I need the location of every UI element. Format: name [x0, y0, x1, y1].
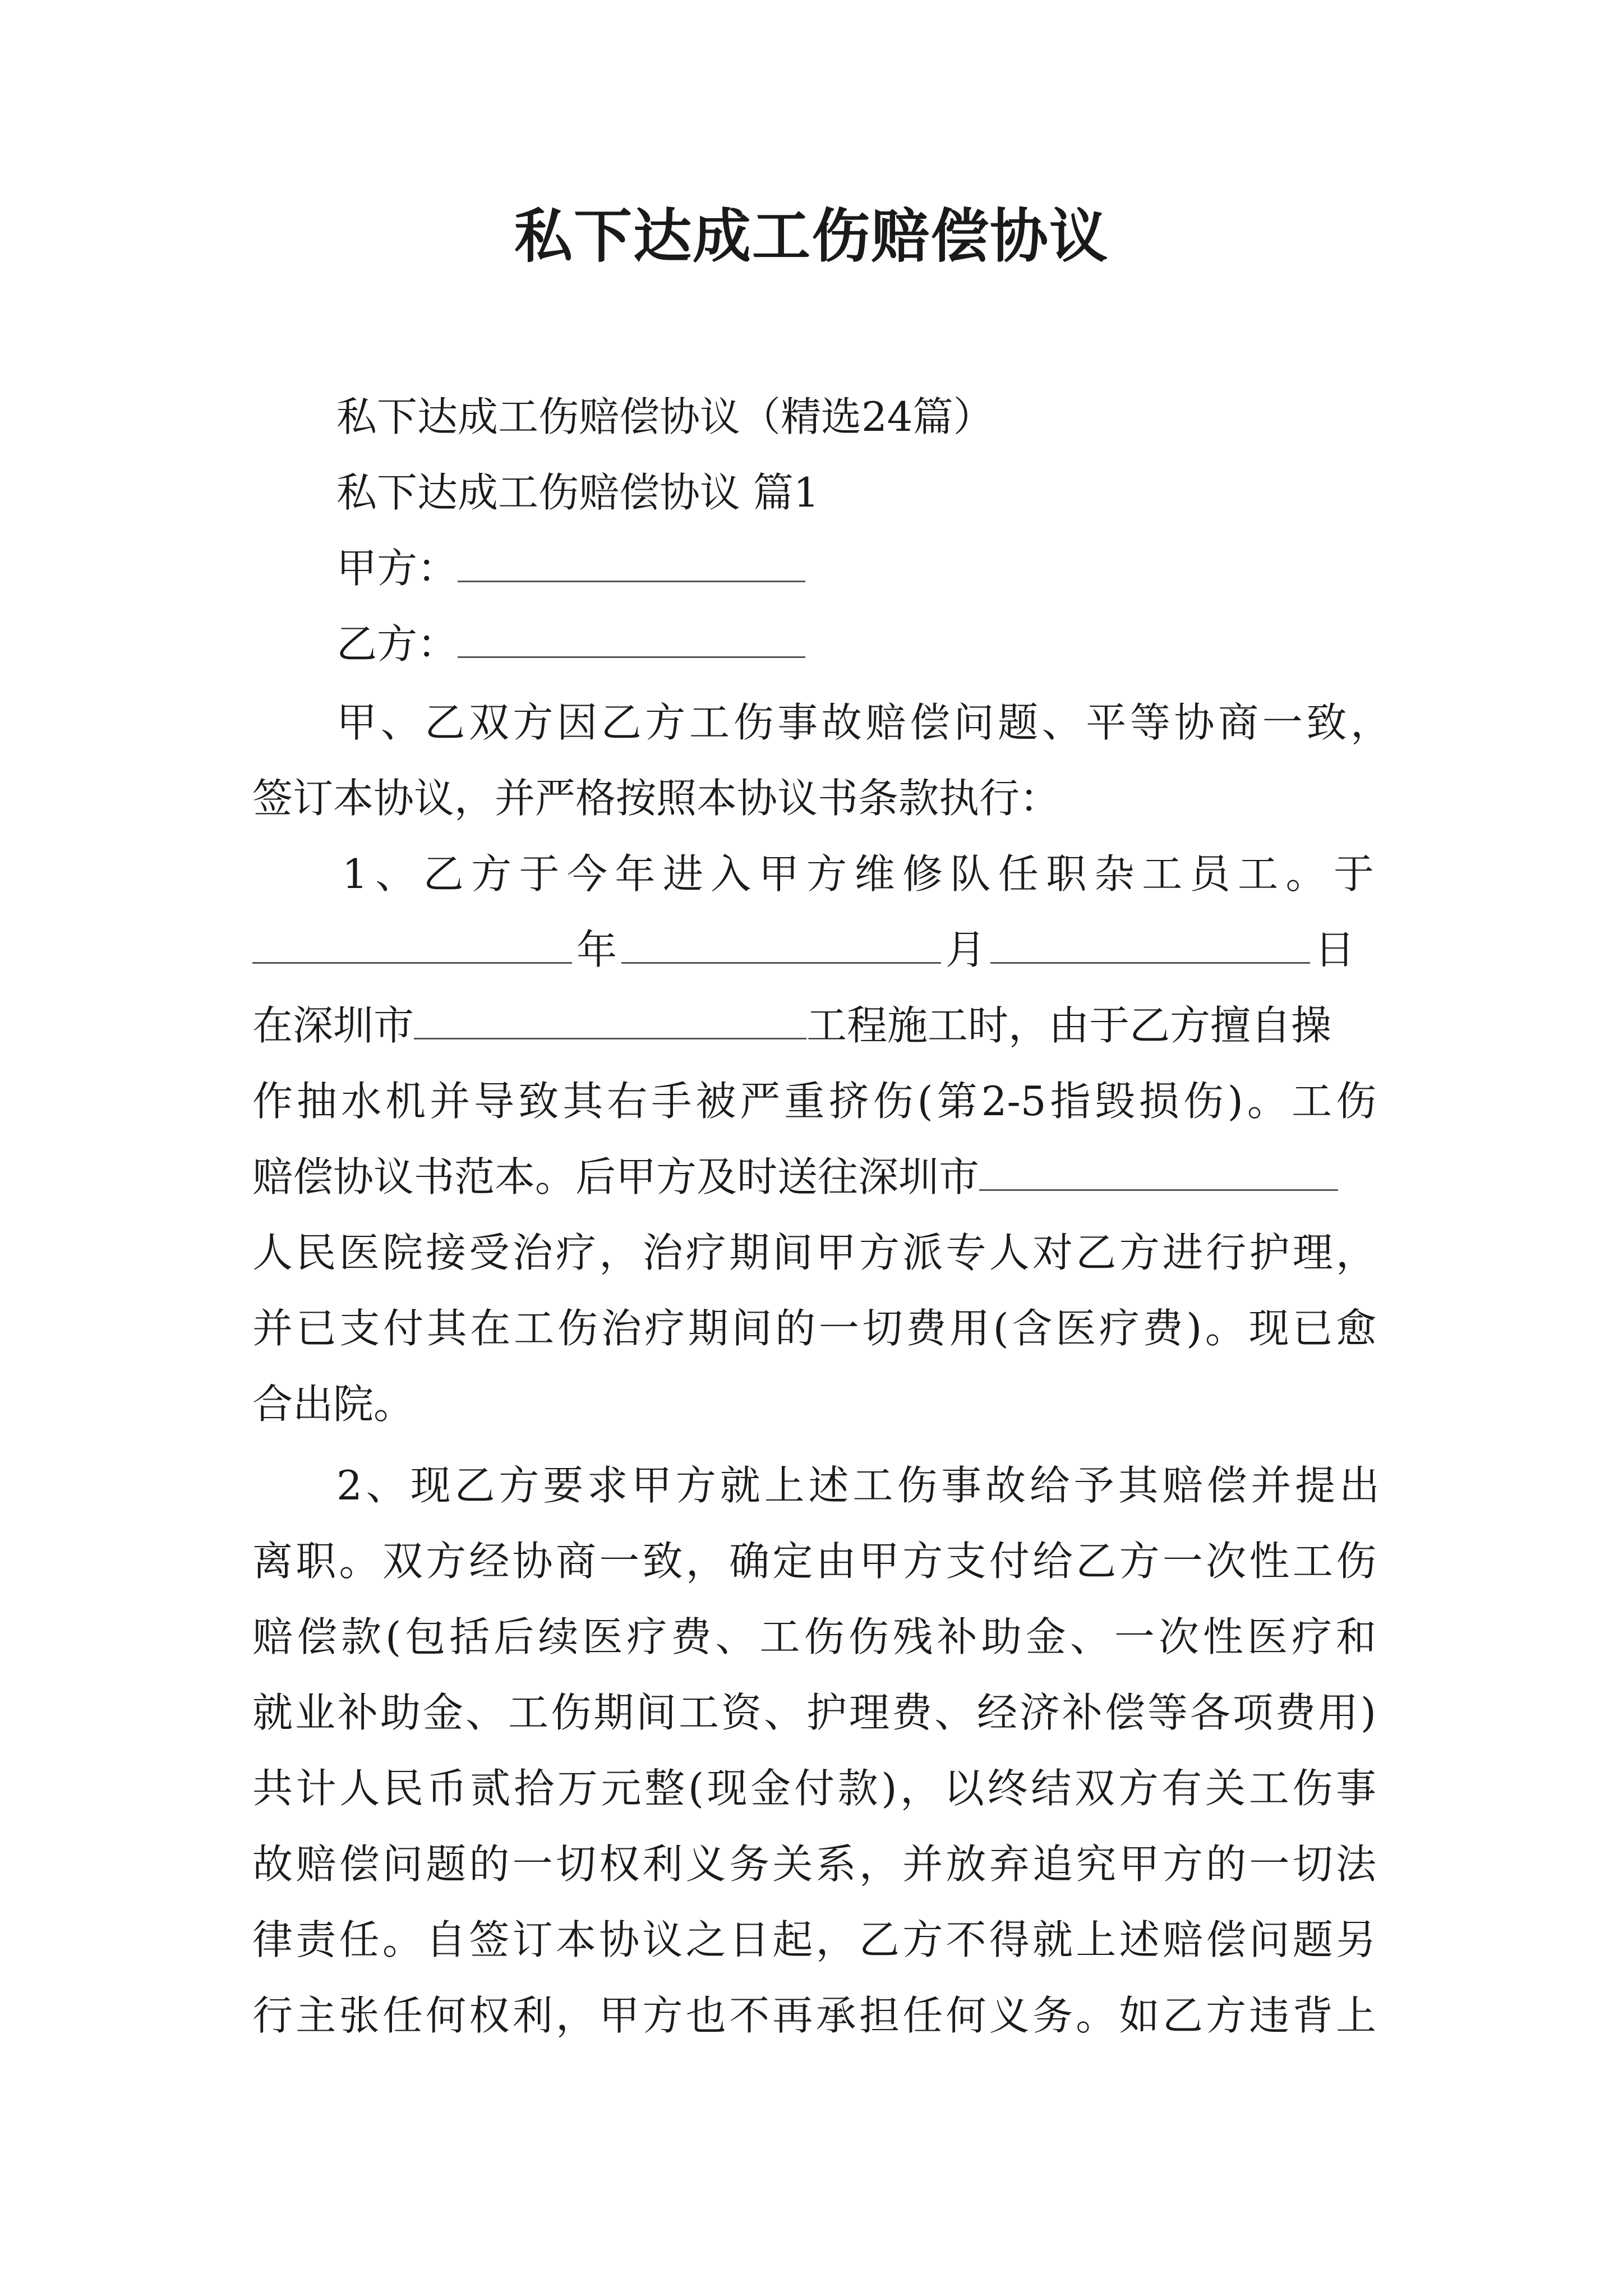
location-suffix: 工程施工时，由于乙方擅自操 [806, 1002, 1332, 1049]
clause1-line-3 [252, 999, 1331, 1052]
clause2-line-2: 离职。双方经协商一致，确定由甲方支付给乙方一次性工伤 [252, 1538, 1376, 1585]
year-label: 年 [577, 926, 617, 973]
day-label: 日 [1315, 926, 1355, 973]
intro-line-1: 甲、乙双方因乙方工伤事故赔偿问题、平等协商一致， [336, 699, 1391, 746]
clause1-line-7: 并已支付其在工伤治疗期间的一切费用(含医疗费)。现已愈 [252, 1305, 1376, 1352]
clause1-line-5 [252, 1150, 1338, 1204]
clause2-line-1: 2、现乙方要求甲方就上述工伤事故给予其赔偿并提出 [336, 1462, 1380, 1509]
month-blank [621, 923, 941, 964]
clause2-line-5: 共计人民币贰拾万元整(现金付款)，以终结双方有关工伤事 [252, 1765, 1376, 1812]
year-blank [252, 923, 572, 964]
subtitle: 私下达成工伤赔偿协议（精选24篇） [336, 393, 994, 440]
day-blank [990, 923, 1310, 964]
party-a-line [336, 541, 805, 595]
party-a-blank [458, 541, 805, 582]
clause1-line-4: 作抽水机并导致其右手被严重挤伤(第2-5指毁损伤)。工伤 [252, 1078, 1376, 1125]
clause2-line-8: 行主张任何权利，甲方也不再承担任何义务。如乙方违背上 [252, 1992, 1376, 2039]
party-b-label: 乙方： [336, 620, 458, 668]
clause1-line-6: 人民医院接受治疗，治疗期间甲方派专人对乙方进行护理， [252, 1229, 1376, 1276]
month-label: 月 [946, 926, 986, 973]
hospital-blank [979, 1150, 1338, 1191]
hospital-prefix: 赔偿协议书范本。后甲方及时送往深圳市 [252, 1153, 980, 1200]
location-blank [414, 999, 806, 1039]
clause1-line-8: 合出院。 [252, 1381, 414, 1428]
section-heading: 私下达成工伤赔偿协议 篇1 [336, 469, 819, 516]
clause2-line-4: 就业补助金、工伤期间工资、护理费、经济补偿等各项费用) [252, 1689, 1376, 1736]
party-b-line [336, 617, 805, 671]
document-title: 私下达成工伤赔偿协议 [514, 201, 1109, 270]
clause1-line-1: 1、乙方于今年进入甲方维修队任职杂工员工。于 [342, 850, 1374, 898]
clause2-line-7: 律责任。自签订本协议之日起，乙方不得就上述赔偿问题另 [252, 1916, 1376, 1963]
clause2-line-3: 赔偿款(包括后续医疗费、工伤伤残补助金、一次性医疗和 [252, 1613, 1376, 1660]
party-a-label: 甲方： [336, 545, 458, 592]
party-b-blank [458, 617, 805, 658]
intro-line-2: 签订本协议，并严格按照本协议书条款执行： [252, 775, 1061, 822]
clause2-line-6: 故赔偿问题的一切权利义务关系，并放弃追究甲方的一切法 [252, 1841, 1376, 1888]
clause1-date-line [252, 923, 1355, 977]
location-prefix: 在深圳市 [252, 1002, 414, 1049]
